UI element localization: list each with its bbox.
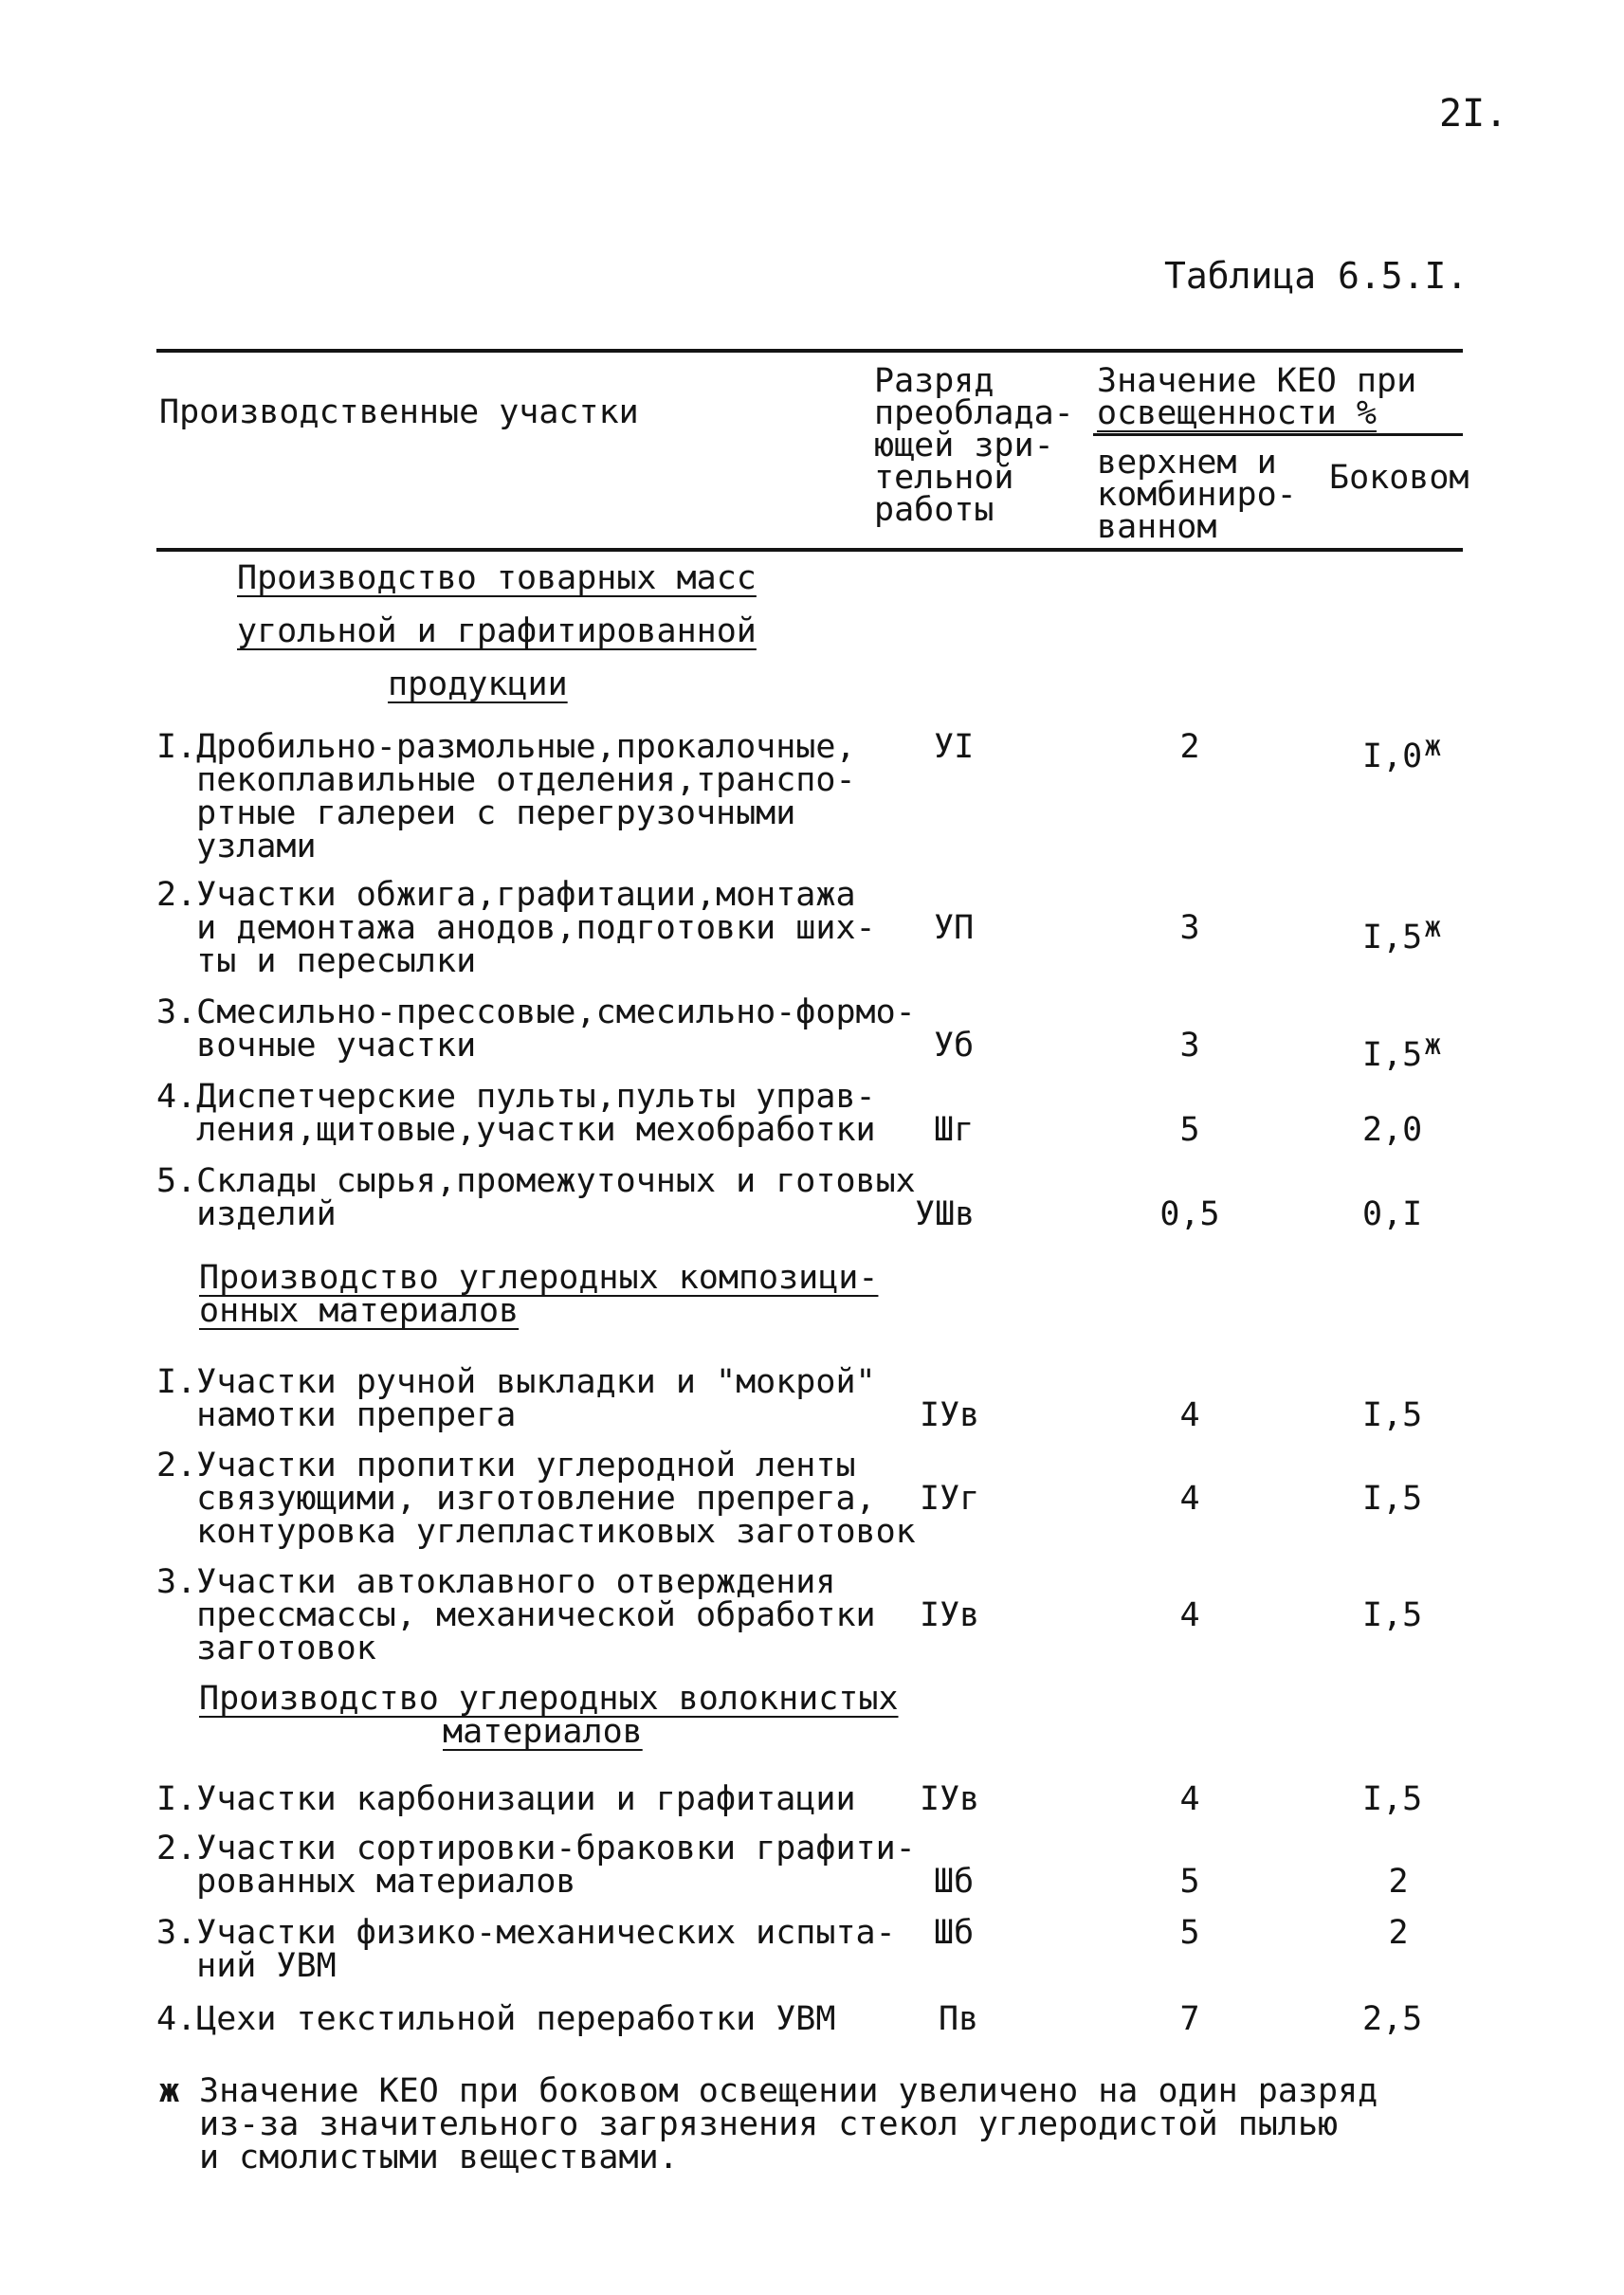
row-name-line: намотки препрега [156, 1396, 517, 1434]
row-side-lighting-value: I,5 [1362, 1596, 1423, 1634]
header-production-areas: Производственные участки [159, 393, 639, 431]
section-title-line: Производство углеродных композици- [199, 1259, 879, 1297]
row-name-line: и демонтажа анодов,подготовки ших- [156, 909, 876, 947]
row-name-line: 4.Цехи текстильной переработки УВМ [156, 2000, 836, 2038]
header-grade-line: преоблада- [874, 394, 1074, 432]
row-grade: IУг [920, 1480, 980, 1518]
row-name-line: пекоплавильные отделения,транспо- [156, 761, 856, 799]
row-top-lighting-value: 4 [1179, 1480, 1200, 1518]
row-grade: IУв [920, 1396, 980, 1434]
row-name-line: I.Участки ручной выкладки и "мокрой" [156, 1363, 876, 1401]
row-name-line: изделий [156, 1195, 337, 1233]
row-name-line: I.Дробильно-размольные,прокалочные, [156, 728, 856, 766]
header-keo-group-line: Значение КЕО при [1097, 362, 1417, 400]
row-name-line: контуровка углепластиковых заготовок [156, 1513, 916, 1551]
row-grade: IУв [920, 1780, 980, 1818]
row-top-lighting-value: 0,5 [1159, 1195, 1220, 1233]
row-grade: УI [934, 728, 975, 766]
row-name-line: прессмассы, механической обработки [156, 1596, 876, 1634]
row-top-lighting-value: 4 [1179, 1396, 1200, 1434]
row-name-line: 3.Участки физико-механических испыта- [156, 1914, 896, 1952]
header-top-lighting-line: комбиниро- [1097, 476, 1297, 514]
section-title-line: онных материалов [199, 1292, 520, 1330]
row-name-line: 3.Участки автоклавного отверждения [156, 1563, 836, 1601]
footnote-line: и смолистыми веществами. [199, 2139, 679, 2177]
row-side-lighting-value: I,5 [1362, 1480, 1423, 1518]
row-top-lighting-value: 2 [1179, 728, 1200, 766]
header-top-lighting-line: ванном [1097, 508, 1217, 546]
header-grade-line: Разряд [874, 362, 994, 400]
row-grade: Шг [934, 1111, 975, 1149]
row-name-line: 3.Смесильно-прессовые,смесильно-формо- [156, 993, 916, 1031]
row-grade: УШв [915, 1195, 976, 1233]
row-side-lighting-value: I,5ж [1362, 911, 1442, 956]
row-name-line: 2.Участки обжига,графитации,монтажа [156, 876, 856, 914]
row-top-lighting-value: 4 [1179, 1780, 1200, 1818]
row-grade: Шб [934, 1914, 975, 1952]
header-grade-line: работы [874, 491, 994, 529]
row-top-lighting-value: 3 [1179, 1027, 1200, 1065]
row-name-line: ления,щитовые,участки мехобработки [156, 1111, 876, 1149]
row-top-lighting-value: 4 [1179, 1596, 1200, 1634]
row-top-lighting-value: 7 [1179, 2000, 1200, 2038]
row-grade: IУв [920, 1596, 980, 1634]
footnote-mark: ж [1424, 1029, 1442, 1062]
row-side-lighting-value: 0,I [1362, 1195, 1423, 1233]
row-top-lighting-value: 5 [1179, 1914, 1200, 1952]
row-grade: Уб [934, 1027, 975, 1065]
row-grade: Шб [934, 1863, 975, 1901]
row-side-lighting-value: 2,5 [1362, 2000, 1423, 2038]
row-side-lighting-value: I,0ж [1362, 730, 1442, 775]
row-name-line: 2.Участки пропитки углеродной ленты [156, 1447, 856, 1484]
footnote-mark: ж [1424, 911, 1442, 944]
row-top-lighting-value: 5 [1179, 1111, 1200, 1149]
row-grade: УП [934, 909, 975, 947]
table-top-rule [156, 349, 1463, 353]
header-keo-group-line: освещенности % [1097, 394, 1378, 432]
row-name-line: ний УВМ [156, 1947, 337, 1985]
row-name-line: связующими, изготовление препрега, [156, 1480, 876, 1518]
row-top-lighting-value: 3 [1179, 909, 1200, 947]
section-title-line: материалов [443, 1713, 643, 1751]
header-grade-line: ющей зри- [874, 427, 1054, 464]
row-name-line: заготовок [156, 1630, 376, 1667]
row-name-line: 2.Участки сортировки-браковки графити- [156, 1830, 916, 1867]
row-name-line: I.Участки карбонизации и графитации [156, 1780, 856, 1818]
section-title-line: Производство товарных масс [237, 559, 757, 597]
header-side-lighting: Боковом [1329, 459, 1469, 497]
footnote-mark: ж [1424, 730, 1442, 763]
row-side-lighting-value: I,5ж [1362, 1029, 1442, 1074]
row-side-lighting-value: 2 [1388, 1914, 1409, 1952]
row-name-line: 4.Диспетчерские пульты,пульты управ- [156, 1078, 876, 1116]
table-header-bottom-rule [156, 548, 1463, 552]
section-title-line: Производство углеродных волокнистых [199, 1680, 899, 1718]
group-header-rule [1093, 433, 1463, 436]
row-name-line: ты и пересылки [156, 942, 477, 980]
row-name-line: вочные участки [156, 1027, 477, 1065]
footnote-symbol: ж [159, 2072, 180, 2110]
row-side-lighting-value: I,5 [1362, 1396, 1423, 1434]
page-number: 2I. [1439, 92, 1508, 136]
row-side-lighting-value: 2,0 [1362, 1111, 1423, 1149]
row-name-line: 5.Склады сырья,промежуточных и готовых [156, 1162, 916, 1200]
row-name-line: узлами [156, 828, 317, 865]
footnote-line: Значение КЕО при боковом освещении увеличено на один разряд [199, 2072, 1378, 2110]
section-title-line: продукции [388, 665, 568, 703]
header-top-lighting-line: верхнем и [1097, 444, 1277, 482]
row-top-lighting-value: 5 [1179, 1863, 1200, 1901]
row-name-line: ртные галереи с перегрузочными [156, 794, 796, 832]
row-side-lighting-value: I,5 [1362, 1780, 1423, 1818]
table-caption: Таблица 6.5.I. [1164, 255, 1469, 297]
row-grade: Пв [939, 2000, 979, 2038]
header-grade-line: тельной [874, 459, 1014, 497]
section-title-line: угольной и графитированной [237, 612, 757, 650]
footnote-line: из-за значительного загрязнения стекол углеродистой пылью [199, 2105, 1339, 2143]
row-name-line: рованных материалов [156, 1863, 576, 1901]
row-side-lighting-value: 2 [1388, 1863, 1409, 1901]
